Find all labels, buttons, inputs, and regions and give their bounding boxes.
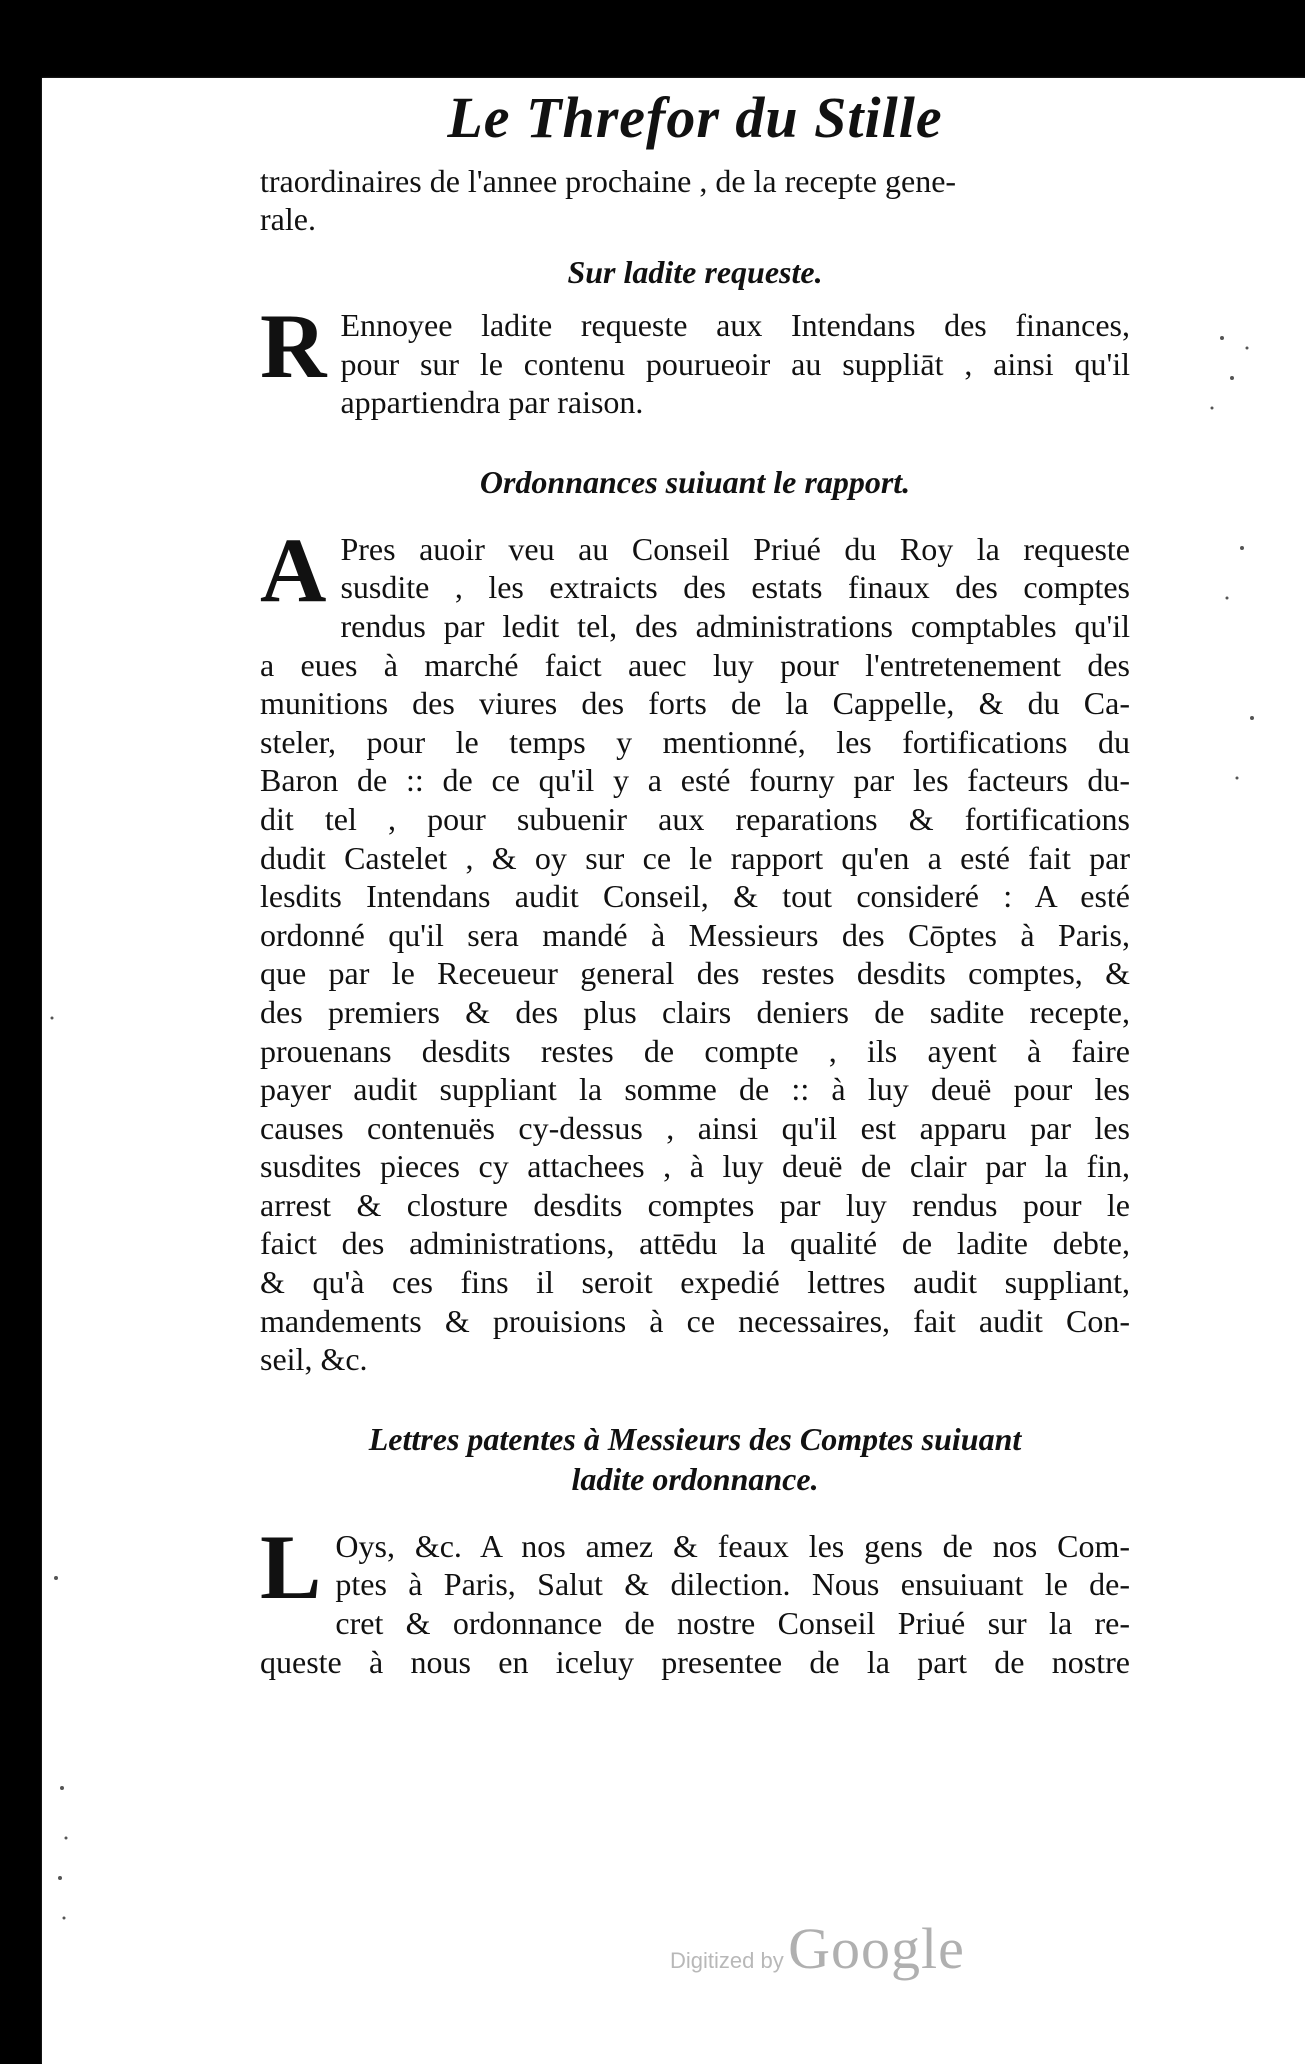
text-line: payer audit suppliant la somme de :: à luy deuë pour les	[260, 1071, 1130, 1108]
text-line: lesdits Intendans audit Conseil, & tout consideré : A esté	[260, 878, 1130, 915]
continuation-line-1: traordinaires de l'annee prochaine , de la recepte gene-	[260, 163, 957, 199]
text-line: seil, &c.	[260, 1341, 368, 1378]
text-line: & qu'à ces fins il seroit expedié lettres audit suppliant,	[260, 1264, 1130, 1301]
watermark-prefix: Digitized by	[670, 1948, 784, 1973]
drop-cap-2: A	[260, 518, 327, 621]
text-line: appartiendra par raison.	[340, 384, 644, 421]
text-line: dit tel , pour subuenir aux reparations & fortifications	[260, 800, 1130, 837]
text-line: mandements & prouisions à ce necessaires, fait audit Con-	[260, 1302, 1130, 1339]
section-heading-2: Ordonnances suiuant le rapport.	[479, 463, 911, 500]
text-line: prouenans desdits restes de compte , ils ayent à faire	[260, 1032, 1130, 1069]
google-logo: Google	[788, 1916, 965, 1981]
paragraph-1	[260, 295, 1130, 422]
text-line: munitions des viures des forts de la Cappelle, & du Ca-	[260, 685, 1130, 722]
text-line: a eues à marché faict auec luy pour l'entretenement des	[260, 646, 1130, 683]
continuation-line-2: rale.	[260, 201, 316, 237]
text-line: causes contenuës cy-dessus , ainsi qu'il est apparu par les	[260, 1109, 1130, 1146]
text-line: que par le Receueur general des restes desdits comptes, &	[260, 955, 1130, 992]
text-line: susdite , les extraicts des estats finaux des comptes	[340, 569, 1130, 606]
text-column	[260, 78, 1130, 1681]
text-line: steler, pour le temps y mentionné, les fortifications du	[260, 723, 1130, 760]
text-line: rendus par ledit tel, des administrations comptables qu'il	[340, 607, 1130, 644]
drop-cap-1: R	[260, 295, 327, 397]
text-line: des premiers & des plus clairs deniers de sadite recepte,	[260, 993, 1130, 1030]
digitized-watermark	[670, 1915, 965, 1982]
text-line: ptes à Paris, Salut & dilection. Nous ensuiuant le de-	[335, 1566, 1130, 1603]
text-line: arrest & closture desdits comptes par luy rendus pour le	[260, 1186, 1130, 1223]
section-heading-3a: Lettres patentes à Messieurs des Comptes suiuant	[368, 1420, 1022, 1457]
scan-top-border	[0, 0, 1305, 82]
text-line: queste à nous en iceluy presentee de la part de nostre	[260, 1643, 1130, 1680]
text-line: cret & ordonnance de nostre Conseil Priué sur la re-	[335, 1605, 1130, 1642]
text-line: dudit Castelet , & oy sur ce le rapport qu'en a esté fait par	[260, 839, 1130, 876]
section-heading-3b: ladite ordonnance.	[571, 1460, 819, 1497]
section-heading-1: Sur ladite requeste.	[567, 254, 823, 290]
text-line: Baron de :: de ce qu'il y a esté fourny par les facteurs du-	[260, 762, 1130, 799]
running-head: Le Threfor du Stille	[447, 85, 943, 150]
text-line: pour sur le contenu pourueoir au suppliāt , ainsi qu'il	[340, 345, 1130, 382]
text-line: faict des administrations, attēdu la qualité de ladite debte,	[260, 1225, 1130, 1262]
text-line: Ennoyee ladite requeste aux Intendans des finances,	[340, 307, 1130, 343]
paragraph-3	[260, 1515, 1130, 1681]
paragraph-2	[260, 518, 1130, 1379]
text-line: Oys, &c. A nos amez & feaux les gens de nos Com-	[335, 1527, 1130, 1564]
text-line: susdites pieces cy attachees , à luy deuë de clair par la fin,	[260, 1148, 1130, 1185]
drop-cap-3: L	[260, 1515, 322, 1618]
text-line: ordonné qu'il sera mandé à Messieurs des Cōptes à Paris,	[260, 916, 1130, 953]
text-line: Pres auoir veu au Conseil Priué du Roy la requeste	[340, 530, 1130, 567]
